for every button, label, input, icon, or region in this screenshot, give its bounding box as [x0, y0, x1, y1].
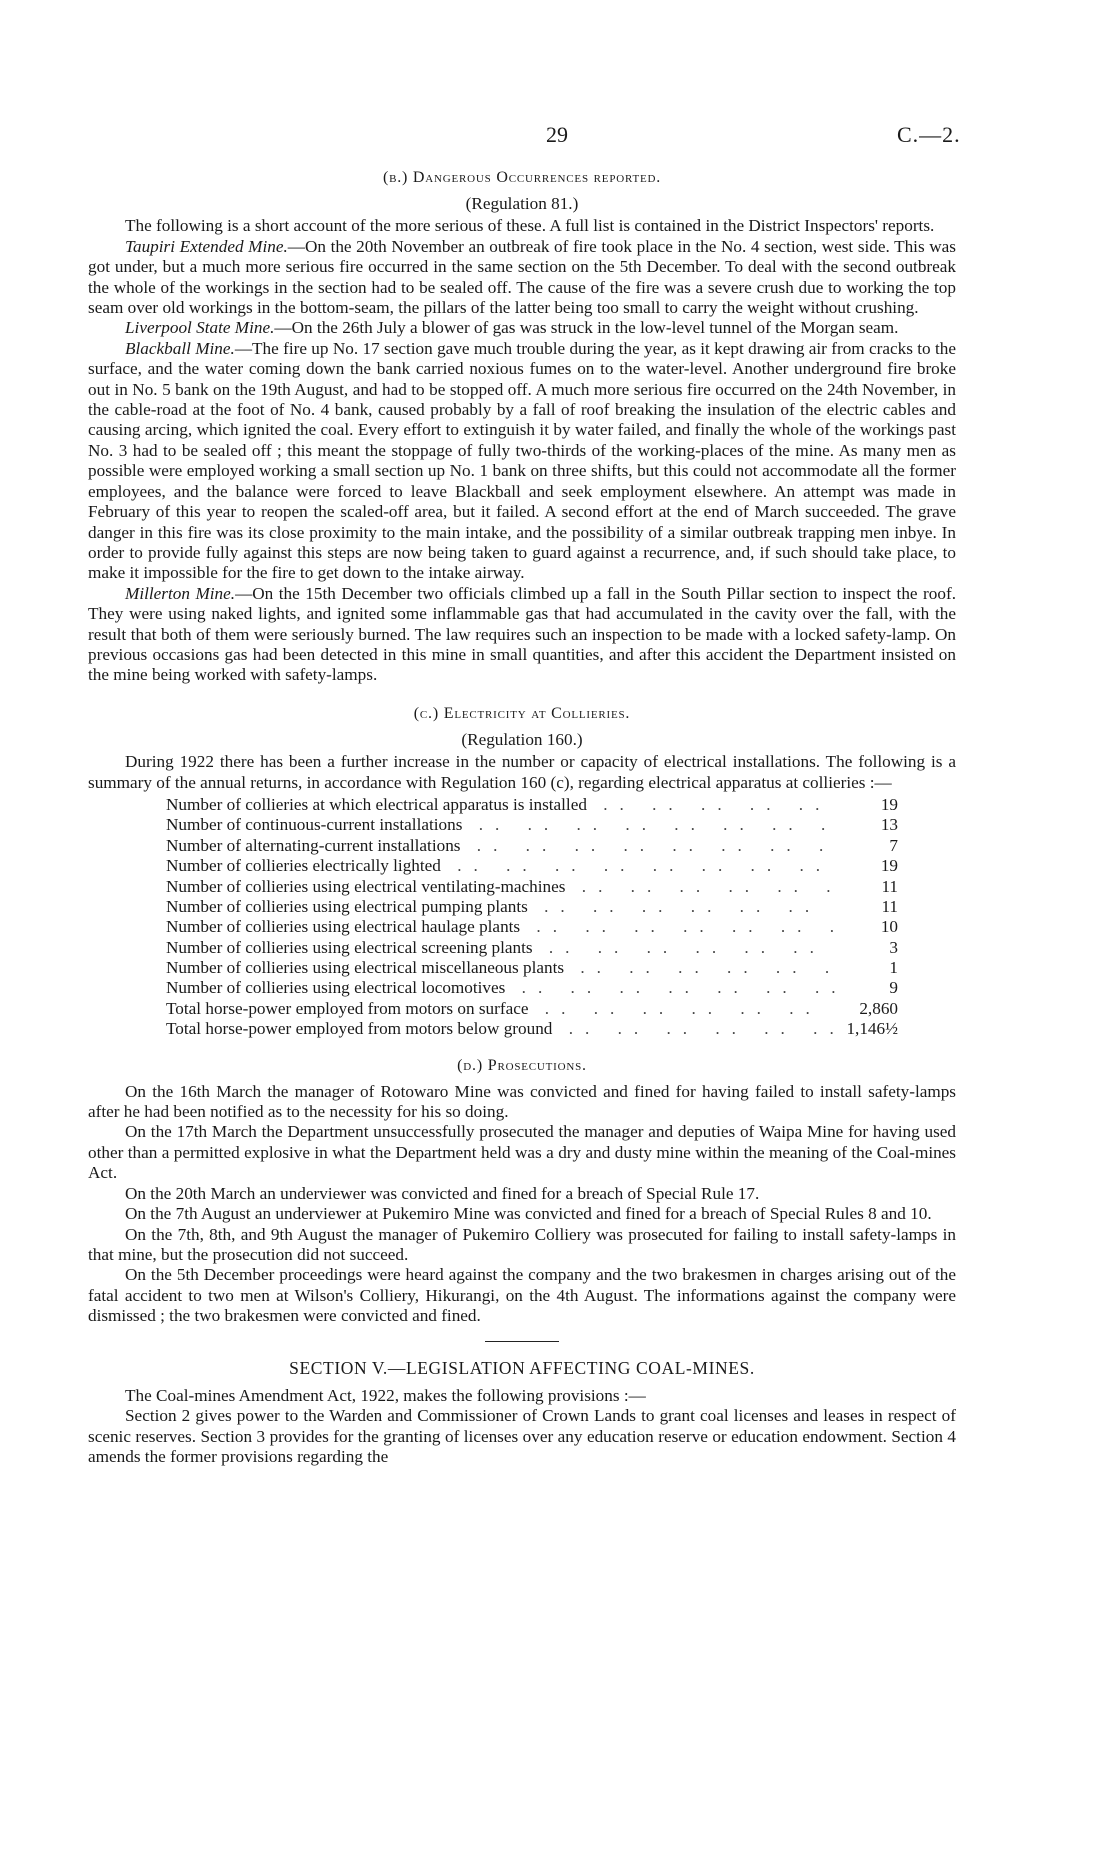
electricity-heading: (c.) Electricity at Collieries. [413, 704, 631, 722]
paragraph: Section 2 gives power to the Warden and Commissioner of Crown Lands to grant coal licenses and leases in respect of scenic reserves. Section 3 provides for the granting of licenses over any education reserve or education endowment. Section 4 amends the former provisions regarding the [88, 1406, 956, 1467]
paragraph: Taupiri Extended Mine.—On the 20th November an outbreak of fire took place in the No. 4 section, west side. This was got under, but a much more serious fire occurred in the same section on the 5th December. To deal with the second outbreak the whole of the workings in the section had to be sealed off. The cause of the fire was a severe crush due to working the top seam over old workings in the bottom-seam, the pillars of the latter being too small to carry the weight without crushing. [88, 236, 956, 318]
paragraph: The Coal-mines Amendment Act, 1922, makes the following provisions :— [125, 1385, 646, 1405]
table-row: Number of collieries using electrical haulage plants .. .. 10 [166, 917, 898, 937]
dangerous-occurrences-heading: (b.) Dangerous Occurrences reported. [382, 169, 662, 186]
table-row: Number of continuous-current installations .. .. 13 [166, 815, 898, 835]
table-row: Number of alternating-current installations .. .. 7 [166, 836, 898, 856]
paragraph: Liverpool State Mine.—On the 26th July a blower of gas was struck in the low-level tunnel of the Morgan seam. [125, 318, 899, 338]
prosecutions-heading: (d.) Prosecutions. [457, 1056, 587, 1074]
paragraph: On the 17th March the Department unsuccessfully prosecuted the manager and deputies of Waipa Mine for having used other than a permitted explosive in what the Department held was a dry and dusty mine within the meaning of the Coal-mines Act. [88, 1122, 956, 1183]
mine-name: Blackball Mine. [125, 338, 235, 358]
electricity-intro: During 1922 there has been a further increase in the number or capacity of electrical installations. The following is a summary of the annual returns, in accordance with Regulation 160 (c), regarding electrical apparatus at collieries :— [88, 752, 956, 792]
prosecutions-text [88, 1082, 956, 1327]
table-row: Number of collieries using electrical locomotives .. .. 9 [166, 978, 898, 998]
table-row: Number of collieries using electrical ventilating-machines .. .. 11 [166, 877, 898, 897]
table-row: Number of collieries using electrical pumping plants .. .. 11 [166, 897, 898, 917]
mine-name: Taupiri Extended Mine. [125, 236, 288, 256]
paragraph: Millerton Mine.—On the 15th December two officials climbed up a fall in the South Pillar section to inspect the roof. They were using naked lights, and ignited some inflammable gas that had accumulated in the cavity over the fall, with the result that both of them were seriously burned. The law requires such an inspection to be made with a locked safety-lamp. On previous occasions gas had been detected in this mine in small quantities, and after this accident the Department insisted on the mine being worked with safety-lamps. [88, 583, 956, 685]
page-body [88, 168, 956, 1468]
electricity-summary-table [166, 795, 898, 1040]
table-row: Total horse-power employed from motors below ground .. .. 1,146½ [166, 1019, 898, 1039]
table-row: Number of collieries using electrical miscellaneous plants .. .. 1 [166, 958, 898, 978]
paragraph: On the 7th August an underviewer at Pukemiro Mine was convicted and fined for a breach of Special Rules 8 and 10. [125, 1204, 932, 1224]
paragraph: On the 5th December proceedings were heard against the company and the two brakesmen in charges arising out of the fatal accident to two men at Wilson's Colliery, Hikurangi, on the 4th August. The informations against the company were dismissed ; the two brakesmen were convicted and fined. [88, 1265, 956, 1326]
mine-name: Liverpool State Mine. [125, 318, 275, 338]
paragraph: On the 20th March an underviewer was convicted and fined for a breach of Special Rule 17. [125, 1183, 760, 1203]
dangerous-regulation: (Regulation 81.) [465, 194, 579, 213]
electricity-regulation: (Regulation 160.) [461, 729, 583, 749]
table-row: Number of collieries electrically lighted .. .. 19 [166, 856, 898, 876]
table-row: Number of collieries using electrical screening plants .. .. 3 [166, 938, 898, 958]
section-divider [485, 1341, 559, 1342]
paragraph: The following is a short account of the more serious of these. A full list is contained in the District Inspectors' reports. [125, 216, 935, 236]
dangerous-occurrences-text [88, 216, 956, 685]
section-v-title: SECTION V.—LEGISLATION AFFECTING COAL-MINES. [289, 1357, 755, 1378]
table-row: Total horse-power employed from motors on surface .. .. 2,860 [166, 999, 898, 1019]
page-number: 29 [546, 122, 568, 147]
paragraph: On the 7th, 8th, and 9th August the manager of Pukemiro Colliery was prosecuted for failing to install safety-lamps in that mine, but the prosecution did not succeed. [88, 1224, 956, 1264]
paragraph: On the 16th March the manager of Rotowaro Mine was convicted and fined for having failed to install safety-lamps after he had been notified as to the necessity for his so doing. [88, 1081, 956, 1122]
mine-name: Millerton Mine. [125, 583, 236, 603]
report-reference: C.—2. [897, 122, 961, 147]
paragraph: Blackball Mine.—The fire up No. 17 section gave much trouble during the year, as it kept drawing air from cracks to the surface, and the water coming down the bank carried noxious fumes on to the water-level. Another underground fire broke out in No. 5 bank on the 19th August, and had to be stopped off. A much more serious fire occurred on the 24th November, in the cable-road at the foot of No. 4 bank, caused probably by a fall of roof breaking the insulation of the electric cables and causing arcing, which ignited the coal. Every effort to extinguish it by water failed, and finally the whole of the workings past No. 3 had to be sealed off ; this meant the stoppage of fully two-thirds of the working-places of the mine. As many men as possible were employed working a small section up No. 1 bank on three shifts, but this could not accommodate all the former employees, and the balance were forced to leave Blackball and seek employment elsewhere. An attempt was made in February of this year to reopen the scaled-off area, but it failed. A second effort at the end of March succeeded. The grave danger in this fire was its close proximity to the main intake, and the possibility of a similar outbreak trapping men inbye. In order to provide fully against this steps are now being taken to guard against a recurrence, and, if such should take place, to make it impossible for the fire to get down to the intake airway. [88, 338, 956, 583]
table-row: Number of collieries at which electrical apparatus is installed .. .. 19 [166, 795, 898, 815]
